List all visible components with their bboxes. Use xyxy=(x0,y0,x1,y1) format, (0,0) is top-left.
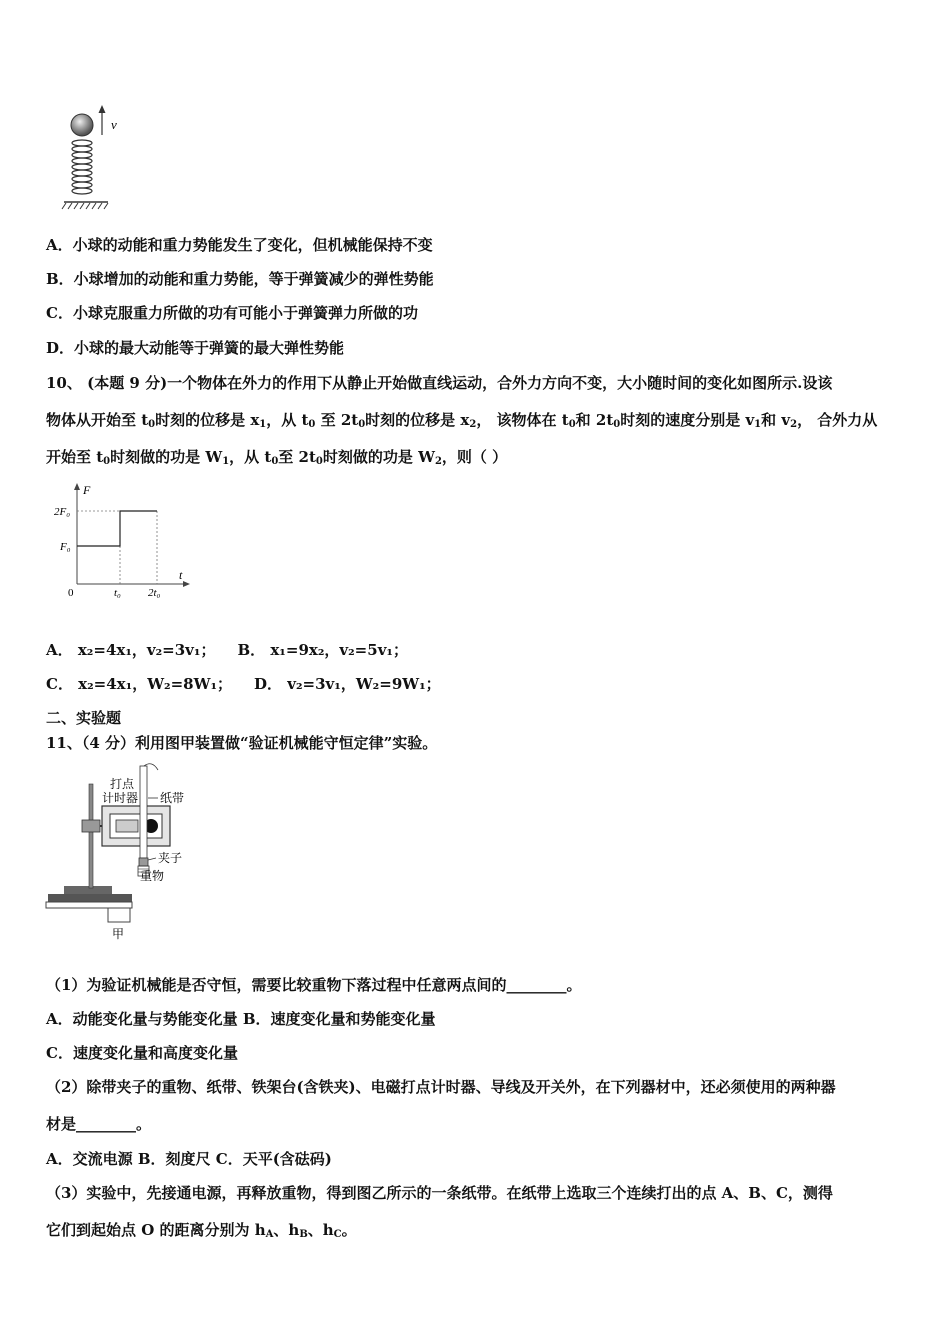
tick-t0: t₀ xyxy=(114,587,121,599)
q11-part2-line1: （2）除带夹子的重物、纸带、铁架台(含铁夹)、电磁打点计时器、导线及开关外，在下列器材中，还必须使用的两种器 xyxy=(46,1078,836,1096)
clamp-holder xyxy=(82,820,100,832)
base-plate xyxy=(46,902,132,908)
label-jia: 甲 xyxy=(112,927,125,941)
q11-part1: （1）为验证机械能是否守恒，需要比较重物下落过程中任意两点间的________。 xyxy=(46,976,582,994)
ball xyxy=(71,114,93,136)
label-timer-2: 计时器 xyxy=(102,791,139,805)
velocity-label: v xyxy=(111,117,117,132)
section-title: 二、实验题 xyxy=(46,709,122,727)
q10-options-cd: C． x₂=4x₁，W₂=8W₁； D． v₂=3v₁，W₂=9W₁； xyxy=(46,675,441,693)
table-leg xyxy=(108,908,130,922)
apparatus-figure-jia xyxy=(44,762,204,942)
paper-tape xyxy=(140,766,147,858)
label-timer-1: 打点 xyxy=(110,777,135,791)
ball-spring-figure xyxy=(60,105,140,215)
q9-option-a: A．小球的动能和重力势能发生了变化，但机械能保持不变 xyxy=(46,236,433,254)
tick-0: 0 xyxy=(68,587,74,599)
stand-base xyxy=(64,886,112,894)
force-curve xyxy=(77,511,157,546)
q11-part3-line1: （3）实验中，先接通电源，再释放重物，得到图乙所示的一条纸带。在纸带上选取三个连续打出的点 A、B、C，测得 xyxy=(46,1184,833,1202)
spring xyxy=(72,140,92,194)
q11-part2-line2: 材是________。 xyxy=(46,1115,152,1133)
q11-part1-option-c: C．速度变化量和高度变化量 xyxy=(46,1044,238,1062)
q9-option-d: D．小球的最大动能等于弹簧的最大弹性势能 xyxy=(46,339,345,357)
q11-part1-options-ab: A．动能变化量与势能变化量 B．速度变化量和势能变化量 xyxy=(46,1010,436,1028)
force-time-graph xyxy=(52,480,202,605)
q10-options-ab: A． x₂=4x₁，v₂=3v₁； B． x₁=9x₂，v₂=5v₁； xyxy=(46,641,408,659)
t-axis-label: t xyxy=(179,568,183,582)
velocity-arrow-head xyxy=(99,105,106,113)
stand-rod xyxy=(89,784,93,888)
q10-stem-line3: 开始至 $t_0$时刻做的功是 $W_1$，从 $t_0$至 $2t_0$时刻做的功是 $W_2$，则（ ） xyxy=(46,448,508,467)
tick-f0: F₀ xyxy=(60,541,71,553)
label-weight: 重物 xyxy=(140,869,165,883)
q11-part3-line2: 它们到起始点 O 的距离分别为 $h_A$、$h_B$、$h_C$。 xyxy=(46,1221,357,1240)
label-tape: 纸带 xyxy=(160,791,185,805)
clip xyxy=(139,858,148,866)
q9-option-b: B．小球增加的动能和重力势能，等于弹簧减少的弹性势能 xyxy=(46,270,434,288)
label-clip: 夹子 xyxy=(158,851,183,865)
tick-2t0: 2t₀ xyxy=(148,587,161,599)
q10-stem-line2: 物体从开始至 $t_0$时刻的位移是 $x_1$，从 $t_0$ 至 $2t_0$时刻的位移是 $x_2$， 该物体在 $t_0$和 $2t_0$时刻的速度分别是 $v_1$和 $v_2$， 合外力从 xyxy=(46,411,878,430)
f-axis-label: F xyxy=(83,483,91,497)
timer-coil xyxy=(116,820,138,832)
tick-2f0: 2F₀ xyxy=(54,506,71,518)
ground-hatch xyxy=(62,203,108,209)
q11-part2-options: A．交流电源 B．刻度尺 C．天平(含砝码) xyxy=(46,1150,332,1168)
base-plate-top xyxy=(48,894,132,902)
q9-option-c: C．小球克服重力所做的功有可能小于弹簧弹力所做的功 xyxy=(46,304,418,322)
q10-stem-line1: 10、 (本题 9 分)一个物体在外力的作用下从静止开始做直线运动，合外力方向不变，大小随时间的变化如图所示.设该 xyxy=(46,374,833,392)
q11-stem: 11、（4 分）利用图甲装置做“验证机械能守恒定律”实验。 xyxy=(46,734,438,752)
